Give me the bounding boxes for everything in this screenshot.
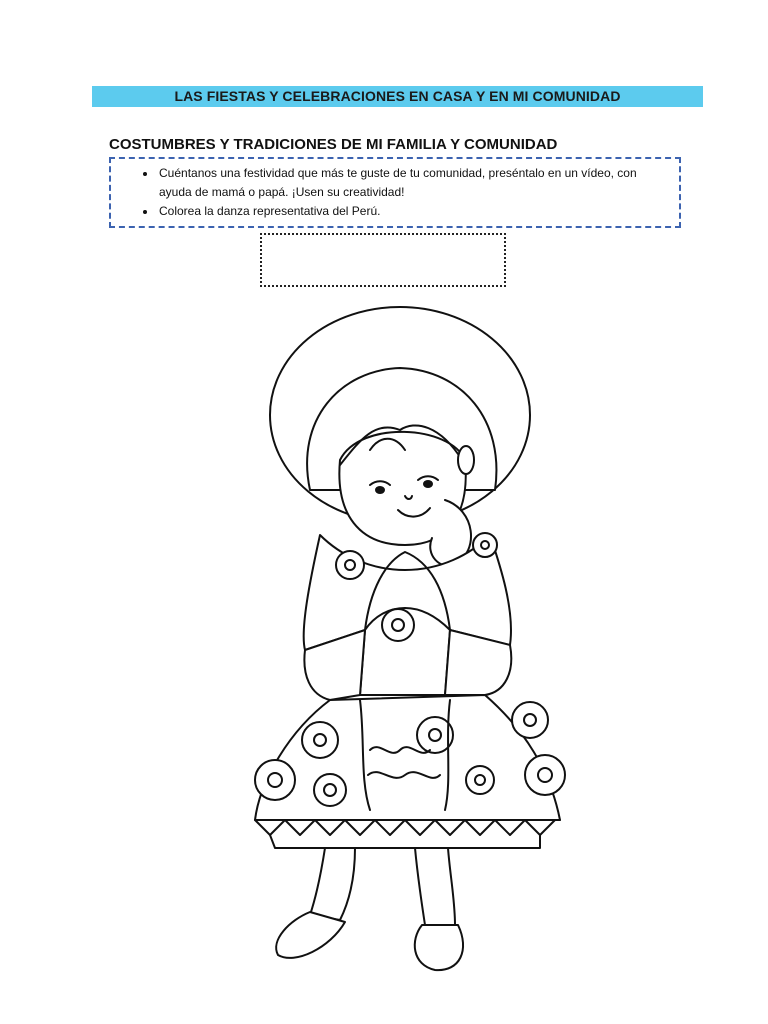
section-subtitle: COSTUMBRES Y TRADICIONES DE MI FAMILIA Y COMUNIDAD xyxy=(109,136,558,153)
instruction-item: • Cuéntanos una festividad que más te guste de tu comunidad, preséntalo en un vídeo, con ayuda de mamá o papá. ¡Usen su creatividad! xyxy=(157,164,667,202)
worksheet-title: LAS FIESTAS Y CELEBRACIONES EN CASA Y EN MI COMUNIDAD xyxy=(92,86,703,107)
instructions-list xyxy=(111,159,679,221)
girl-in-traditional-dress-coloring-icon xyxy=(200,300,580,1000)
instruction-item: • Colorea la danza representativa del Perú. xyxy=(157,202,667,221)
instructions-box xyxy=(109,157,681,228)
answer-box[interactable] xyxy=(260,233,506,287)
